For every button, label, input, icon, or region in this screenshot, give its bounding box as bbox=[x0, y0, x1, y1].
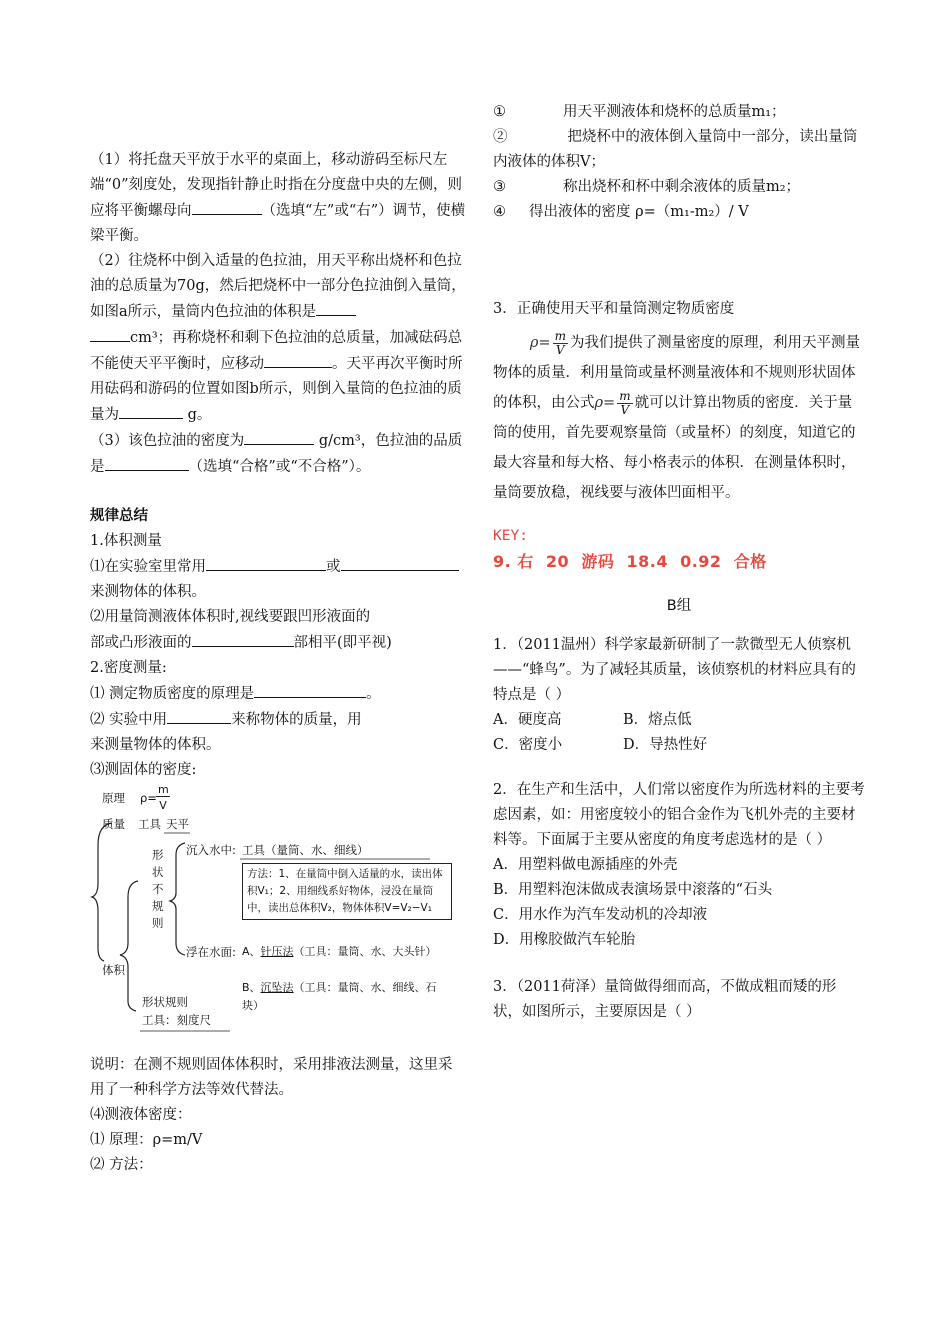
formula-v: V bbox=[620, 402, 630, 417]
char: 不 bbox=[152, 882, 164, 896]
option-a[interactable]: A．用塑料做电源插座的外壳 bbox=[493, 857, 678, 873]
left-column bbox=[90, 148, 466, 1178]
liquid-method: ⑵ 方法： bbox=[90, 1157, 153, 1173]
liquid-density-heading: ⑷测液体密度： bbox=[90, 1107, 192, 1123]
section-3-text-b: 就可以计算出物质的密度．关于量筒的使用，首先要观察量筒（或量杯）的刻度，知道它的最大容量和每大格、每小格表示的体积．在测量体积时，量筒要放稳，视线要与液体凹面相平。 bbox=[493, 395, 856, 501]
formula-m: m bbox=[554, 328, 566, 343]
diagram-method-b bbox=[242, 979, 452, 1015]
formula-rho: ρ= bbox=[529, 335, 551, 351]
step-text: 称出烧杯和杯中剩余液体的质量m₂； bbox=[563, 179, 801, 195]
diagram-text: A、 bbox=[242, 945, 261, 958]
formula-m: m bbox=[619, 388, 631, 403]
summary-text: 部相平(即平视) bbox=[293, 635, 392, 651]
answer-blank[interactable] bbox=[341, 554, 459, 571]
summary-text: 。 bbox=[366, 686, 381, 702]
answer-blank[interactable] bbox=[167, 707, 231, 724]
formula-v: V bbox=[555, 342, 565, 357]
b-question-3: 3．（2011荷泽）量筒做得细而高，不做成粗而矮的形状，如图所示，主要原因是（ ） bbox=[493, 979, 837, 1020]
diagram-regular-label: 形状规则 bbox=[142, 995, 188, 1009]
option-b[interactable]: B．用塑料泡沫做成表演场景中滚落的“石头 bbox=[493, 882, 773, 898]
answer-blank[interactable] bbox=[254, 681, 366, 698]
summary-text: 或 bbox=[326, 559, 341, 575]
question-3-text-b: g/cm³，色拉油的品质是 bbox=[90, 433, 463, 475]
answer-blank[interactable] bbox=[192, 630, 294, 647]
diagram-v: V bbox=[156, 796, 170, 815]
diagram-irregular-label bbox=[152, 847, 166, 932]
diagram-ruler-label: 工具：刻度尺 bbox=[142, 1013, 211, 1027]
summary-volume-2 bbox=[90, 605, 466, 656]
summary-text: 来测物体的体积。 bbox=[90, 584, 206, 600]
diagram-m: m bbox=[158, 783, 169, 796]
answer-blank[interactable] bbox=[264, 351, 332, 368]
step-text: 用天平测液体和烧杯的总质量m₁； bbox=[563, 104, 786, 120]
liquid-principle: ⑴ 原理：ρ=m/V bbox=[90, 1132, 203, 1148]
summary-text: 来称物体的质量，用 bbox=[231, 712, 362, 728]
step-1 bbox=[493, 100, 865, 125]
step-4 bbox=[493, 200, 865, 225]
step-3 bbox=[493, 175, 865, 200]
summary-text: ⑴ 测定物质密度的原理是 bbox=[90, 686, 255, 702]
step-number: ④ bbox=[493, 204, 506, 220]
char: 规 bbox=[152, 899, 164, 913]
diagram-text: B、 bbox=[242, 981, 261, 994]
formula-fraction bbox=[617, 390, 632, 417]
key-label: KEY: bbox=[493, 528, 528, 544]
diagram-principle-label: 原理 bbox=[102, 791, 125, 805]
section-3-title: 3．正确使用天平和量筒测定物质密度 bbox=[493, 301, 735, 317]
question-2-text: （2）往烧杯中倒入适量的色拉油，用天平称出烧杯和色拉油的总质量为70g，然后把烧杯中一部分色拉油倒入量筒，如图a所示，量筒内色拉油的体积是 bbox=[90, 253, 466, 320]
step-number: ① bbox=[493, 104, 506, 120]
summary-text: ⑴在实验室里常用 bbox=[90, 559, 206, 575]
question-3-text-c: （选填“合格”或“不合格”）。 bbox=[188, 459, 371, 475]
char: 则 bbox=[152, 916, 164, 930]
section-3-text-a: 为我们提供了测量密度的原理，利用天平测量物体的质量．利用量筒或量杯测量液体和不规则形状固体的体积，由公式 bbox=[493, 335, 860, 411]
summary-density-heading: 2.密度测量: bbox=[90, 660, 167, 676]
step-text: 得出液体的密度 ρ=（m₁-m₂）/ V bbox=[529, 204, 749, 220]
diagram-sink-label: 沉入水中: bbox=[186, 843, 236, 857]
option-d[interactable]: D．用橡胶做汽车轮胎 bbox=[493, 932, 636, 948]
question-1-text: （1）将托盘天平放于水平的桌面上，移动游码至标尺左端“0”刻度处，发现指针静止时指在分度盘中央的左侧，则应将平衡螺母向 bbox=[90, 152, 463, 219]
b-question-1: 1．（2011温州）科学家最新研制了一款微型无人侦察机——“蜂鸟”。为了减轻其质量，该侦察机的材料应具有的特点是（ ） bbox=[493, 637, 856, 703]
question-3-text: （3）该色拉油的密度为 bbox=[90, 433, 245, 449]
b-question-2: 2．在生产和生活中，人们常以密度作为所选材料的主要考虑因素，如：用密度较小的铝合金作为飞机外壳的主要材料等。下面属于主要从密度的角度考虑选材的是（ ） bbox=[493, 782, 865, 848]
option-c[interactable]: C．用水作为汽车发动机的冷却液 bbox=[493, 907, 708, 923]
answer-blank[interactable] bbox=[119, 402, 183, 419]
diagram-text: 沉坠法 bbox=[260, 981, 294, 994]
step-number: ② bbox=[493, 129, 508, 145]
answer-blank[interactable] bbox=[316, 299, 356, 316]
key-answers: 9. 右 20 游码 18.4 0.92 合格 bbox=[493, 552, 767, 571]
option-c[interactable]: C．密度小 bbox=[493, 737, 563, 753]
answer-blank[interactable] bbox=[192, 198, 262, 215]
diagram-rho: ρ= bbox=[140, 791, 157, 805]
option-d[interactable]: D．导热性好 bbox=[623, 737, 708, 753]
question-3 bbox=[90, 428, 466, 480]
b-question-1-options bbox=[493, 708, 865, 758]
summary-text: ⑵用量筒测液体体积时,视线要跟凹形液面的 bbox=[90, 609, 371, 625]
diagram-sink-tool: 工具（量筒、水、细线） bbox=[242, 843, 369, 857]
question-1 bbox=[90, 148, 466, 249]
summary-density-1 bbox=[90, 681, 466, 707]
question-2-text-b: cm³；再称烧杯和剩下色拉油的总质量，加减砝码总不能使天平平衡时，应移动 bbox=[90, 330, 463, 372]
section-3-body bbox=[493, 328, 865, 508]
diagram-method-box: 方法：1、在量筒中倒入适量的水，读出体积V₁；2、用细线系好物体，浸没在量筒中，读出总体积V₂，物体体积V=V₂−V₁ bbox=[242, 863, 452, 920]
diagram-mass-label: 质量 bbox=[102, 817, 125, 831]
group-b-title: B组 bbox=[666, 598, 692, 614]
summary-volume-1 bbox=[90, 554, 466, 605]
formula-rho: ρ= bbox=[594, 395, 616, 411]
char: 形 bbox=[152, 848, 164, 862]
diagram-method-a bbox=[242, 943, 452, 961]
diagram-volume-label: 体积 bbox=[102, 963, 125, 977]
question-2-text-d: g。 bbox=[187, 407, 212, 423]
right-column bbox=[493, 100, 865, 1025]
summary-density-3: ⑶测固体的密度: bbox=[90, 762, 197, 778]
summary-text: 部或凸形液面的 bbox=[90, 635, 192, 651]
summary-title: 规律总结 bbox=[90, 508, 148, 524]
summary-density-2 bbox=[90, 707, 466, 758]
summary-volume-heading: 1.体积测量 bbox=[90, 533, 162, 549]
formula-fraction bbox=[553, 330, 568, 357]
option-b[interactable]: B．熔点低 bbox=[623, 712, 692, 728]
answer-blank[interactable] bbox=[90, 325, 130, 342]
answer-blank[interactable] bbox=[206, 554, 326, 571]
summary-text: ⑵ 实验中用 bbox=[90, 712, 168, 728]
diagram-text: （工具：量筒、水、大头针） bbox=[293, 945, 437, 958]
step-text: 把烧杯中的液体倒入量筒中一部分，读出量筒内液体的体积V； bbox=[493, 129, 858, 170]
step-2 bbox=[493, 125, 865, 175]
answer-blank[interactable] bbox=[244, 428, 314, 445]
diagram-balance-label: 天平 bbox=[166, 817, 189, 831]
question-2 bbox=[90, 249, 466, 428]
question-1-tail: （选填“左”或“右”）调节，使横梁平衡。 bbox=[90, 203, 466, 244]
solid-density-diagram bbox=[90, 783, 470, 1033]
summary-text: 来测量物体的体积。 bbox=[90, 737, 221, 753]
diagram-tool-label: 工具 bbox=[138, 817, 161, 831]
option-a[interactable]: A．硬度高 bbox=[493, 712, 562, 728]
char: 状 bbox=[152, 865, 164, 879]
explanation: 说明：在测不规则固体体积时，采用排液法测量，这里采用了一种科学方法等效代替法。 bbox=[90, 1057, 453, 1098]
step-number: ③ bbox=[493, 179, 506, 195]
answer-blank[interactable] bbox=[105, 454, 189, 471]
diagram-text: 针压法 bbox=[260, 945, 294, 958]
question-2-text-c: 。天平再次平衡时所用砝码和游码的位置如图b所示，则倒入量筒的色拉油的质量为 bbox=[90, 356, 463, 423]
diagram-text: （工具：量筒、水、细线、石块） bbox=[242, 981, 437, 1012]
diagram-float-label: 浮在水面: bbox=[186, 945, 236, 959]
